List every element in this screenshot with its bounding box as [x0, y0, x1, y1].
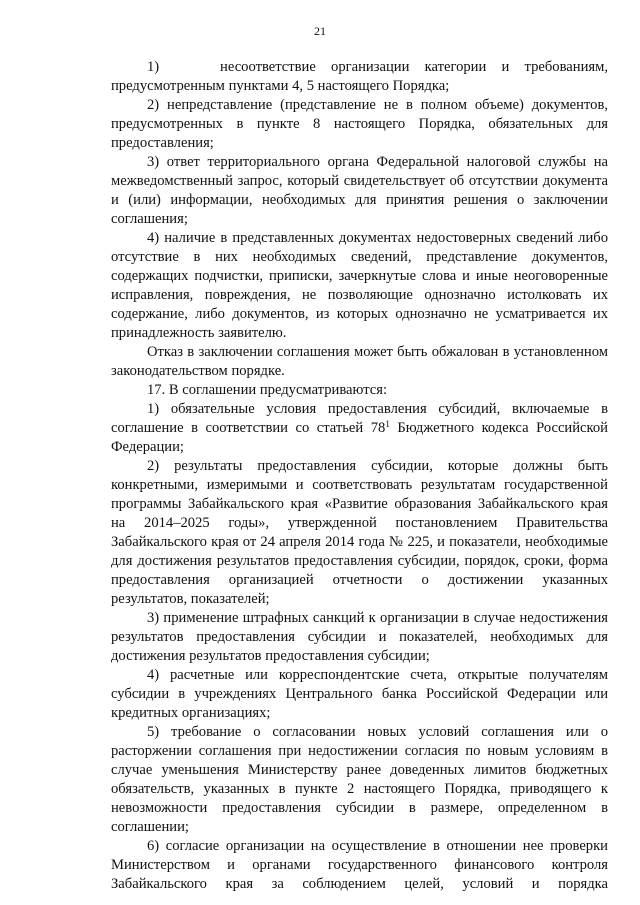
agreement-item-3: 3) применение штрафных санкций к организации в случае недостижения результатов предоставления субсидии и показателей, необходимых для достижения результатов предоставления субсидии;	[111, 610, 608, 664]
agreement-item-1	[111, 400, 608, 457]
refusal-appeal-paragraph: Отказ в заключении соглашения может быть обжалован в установленном законодательством порядке.	[111, 344, 608, 379]
agreement-item-5: 5) требование о согласовании новых условий соглашения или о расторжении соглашения при недостижении согласия по новым условиям в случае уменьшения Министерству ранее доведенных лимитов бюджетных обязательств, указанных в пункте 2 настоящего Порядка, приводящего к невозможности предоставления субсидии в размере, определенном в соглашении;	[111, 724, 608, 835]
agreement-item-4: 4) расчетные или корреспондентские счета, открытые получателям субсидии в учреждениях Центрального банка Российской Федерации или кредитных организациях;	[111, 667, 608, 721]
list-item-3: 3) ответ территориального органа Федеральной налоговой службы на межведомственный запрос, который свидетельствует об отсутствии документа и (или) информации, необходимых для принятия решения о заключении соглашения;	[111, 154, 608, 227]
list-item-2: 2) непредставление (представление не в полном объеме) документов, предусмотренных в пункте 8 настоящего Порядка, обязательных для предоставления;	[111, 97, 608, 151]
article-superscript: 1	[385, 419, 390, 429]
list-item-4: 4) наличие в представленных документах недостоверных сведений либо отсутствие в них необходимых сведений, представление документов, содержащих подчистки, приписки, зачеркнутые слова и иные неоговоренные исправления, повреждения, не позволяющие однозначно истолковать их содержание, либо документов, из которых однозначно не усматривается их принадлежность заявителю.	[111, 230, 608, 341]
agreement-item-6: 6) согласие организации на осуществление в отношении нее проверки Министерством и органами государственного финансового контроля Забайкальского края за соблюдением целей, условий и порядка	[111, 838, 608, 892]
document-body	[111, 58, 608, 894]
agreement-item-1-text-start: 1) обязательные условия предоставления субсидий, включаемые в соглашение в соответствии со статьей 78	[111, 401, 608, 436]
list-item-1: 1) несоответствие организации категории и требованиям, предусмотренным пунктами 4, 5 настоящего Порядка;	[111, 59, 608, 94]
page-number: 21	[314, 24, 326, 38]
section-17-heading: 17. В соглашении предусматриваются:	[147, 382, 388, 398]
agreement-item-2: 2) результаты предоставления субсидии, которые должны быть конкретными, измеримыми и соответствовать результатам государственной программы Забайкальского края «Развитие образования Забайкальского края на 2014–2025 годы», утвержденной постановлением Правительства Забайкальского края от 24 апреля 2014 года № 225, и показатели, необходимые для достижения результатов предоставления субсидии, порядок, сроки, форма предоставления организацией отчетности о достижении указанных результатов, показателей;	[111, 458, 608, 607]
agreement-item-1-text-end: Бюджетного кодекса Российской Федерации;	[111, 420, 608, 455]
